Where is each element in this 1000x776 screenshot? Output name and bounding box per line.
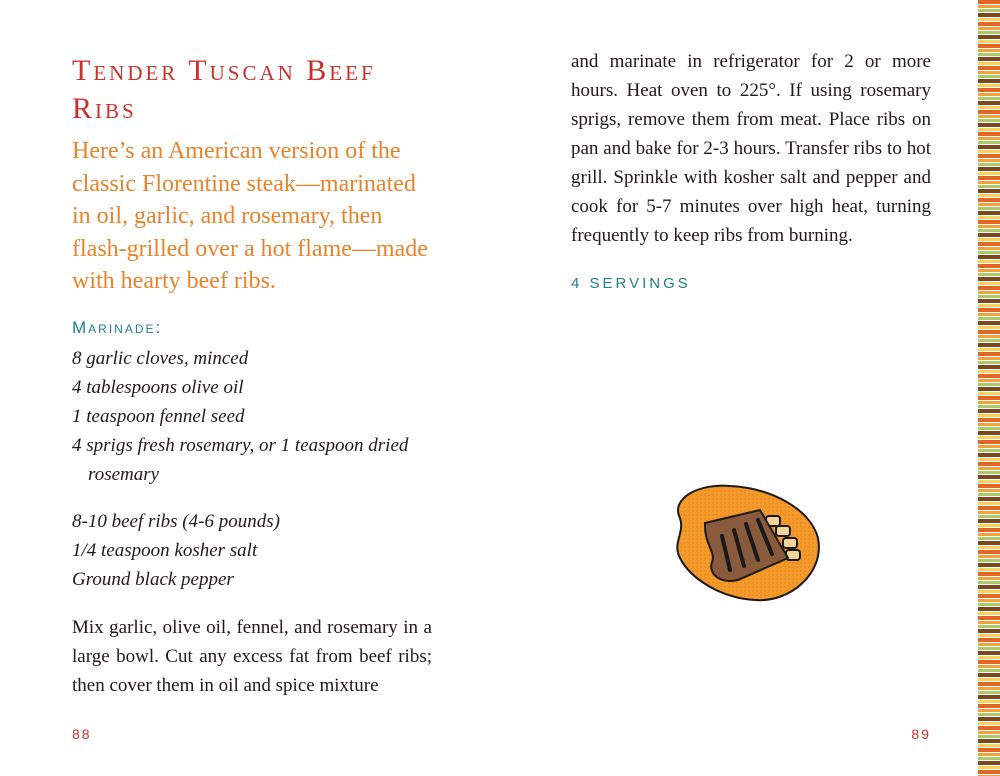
- right-page: [571, 0, 931, 776]
- marinade-heading: Marinade:: [72, 318, 163, 337]
- decorative-stripe-border: [978, 0, 1000, 776]
- method-text: Mix garlic, olive oil, fennel, and rosemary in a large bowl. Cut any excess fat from beef ribs; then cover them in oil and spice mixture: [72, 617, 432, 696]
- recipe-title: Tender Tuscan Beef Ribs: [72, 54, 376, 125]
- servings-label: 4 SERVINGS: [571, 275, 691, 292]
- marinade-list: [72, 344, 432, 489]
- page-number: 89: [911, 726, 931, 742]
- other-ingredients-list: [72, 507, 432, 594]
- ingredient-item: 1/4 teaspoon kosher salt: [72, 540, 258, 561]
- ingredient-item: 8 garlic cloves, minced: [72, 348, 249, 369]
- recipe-intro: Here’s an American version of the classic Florentine steak—marinated in oil, garlic, and rosemary, then flash-grilled over a hot flame—made with hearty beef ribs.: [72, 138, 428, 294]
- page-number: 88: [72, 726, 92, 742]
- ingredient-item: 4 tablespoons olive oil: [72, 377, 244, 398]
- method-text-continued: and marinate in refrigerator for 2 or more hours. Heat oven to 225°. If using rosemary sprigs, remove them from meat. Place ribs on pan and bake for 2-3 hours. Transfer ribs to hot grill. Sprinkle with kosher salt and pepper and cook for 5-7 minutes over high heat, turning frequently to keep ribs from burning.: [571, 51, 931, 246]
- left-page: [72, 0, 432, 776]
- ingredient-item: 4 sprigs fresh rosemary, or 1 teaspoon dried rosemary: [72, 435, 409, 485]
- beef-ribs-icon: [660, 478, 820, 608]
- ingredient-item: 1 teaspoon fennel seed: [72, 406, 245, 427]
- ingredient-item: Ground black pepper: [72, 569, 234, 590]
- ingredient-item: 8-10 beef ribs (4-6 pounds): [72, 511, 280, 532]
